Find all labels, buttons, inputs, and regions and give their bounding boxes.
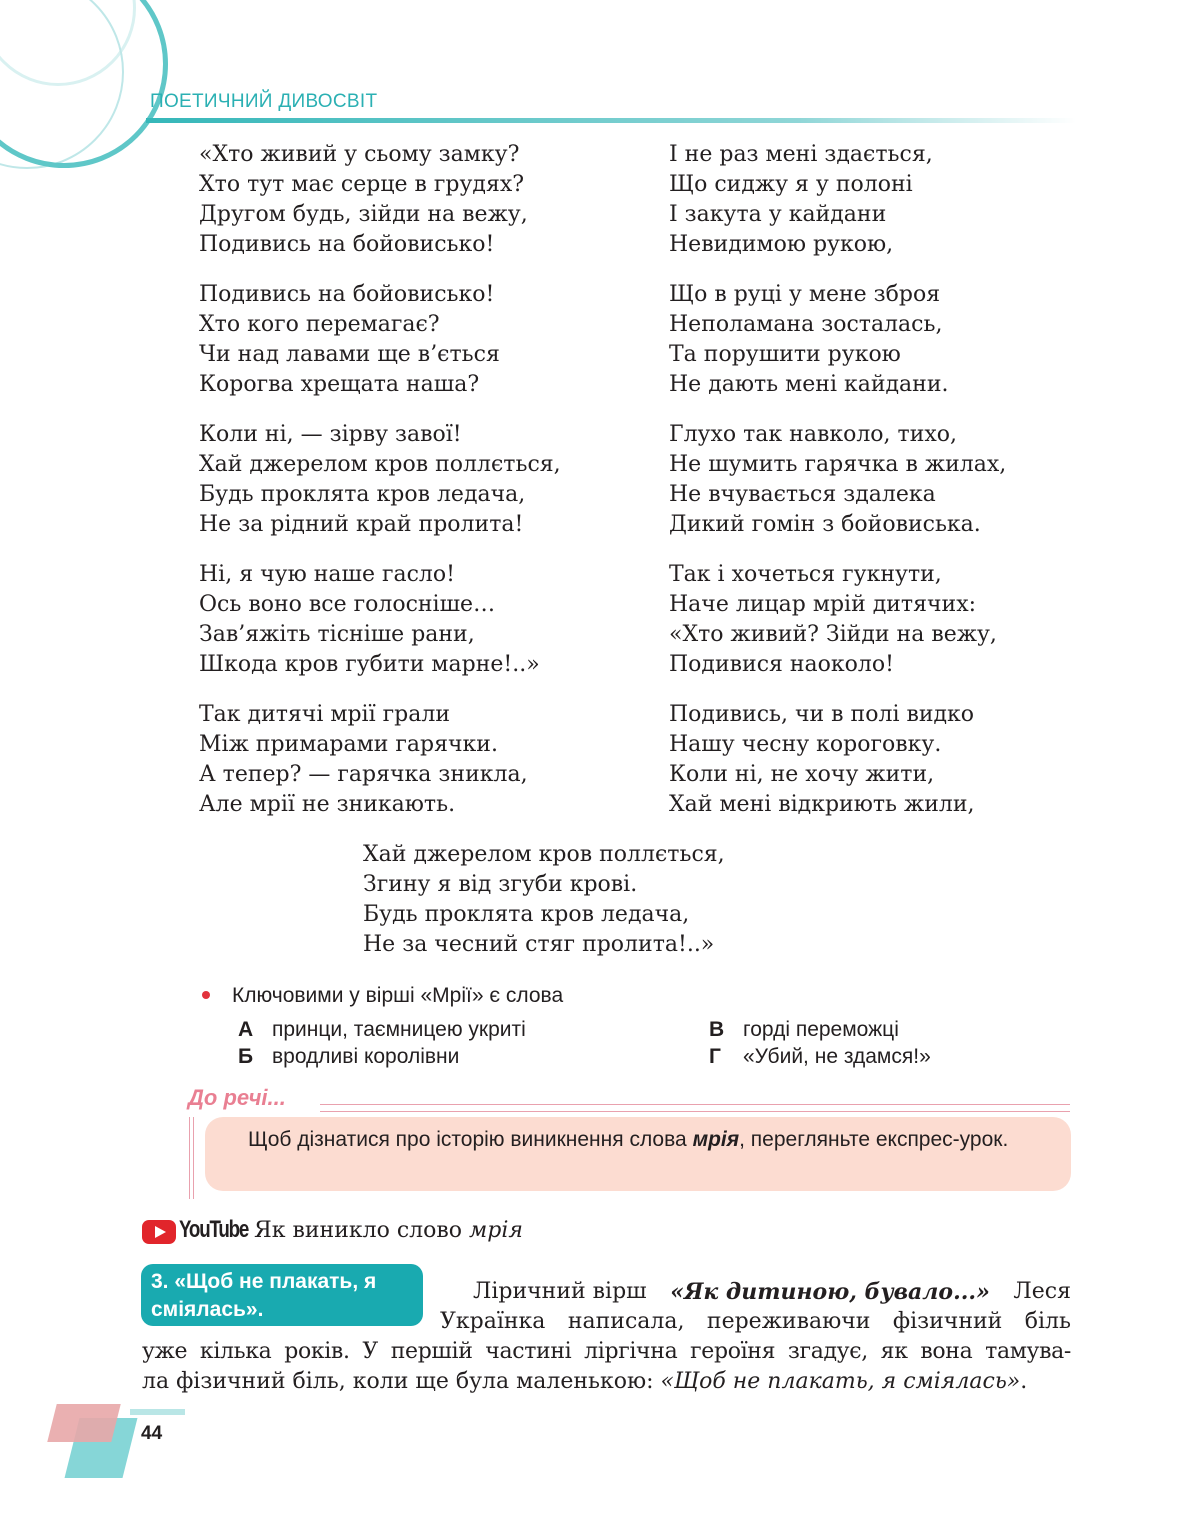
poem-line: Шкода кров губити марне!..» [199,652,540,677]
stanza [199,280,500,400]
poem-line: «Хто живий у сьому замку? [199,142,520,167]
poem-line: Так дитячі мрії грали [199,702,450,727]
poem-line: Коли ні, — зірву завої! [199,422,462,447]
poem-line: Хай джерелом кров поллється, [199,452,561,477]
poem-line: Подивись на бойовисько! [199,282,495,307]
option-text: «Убий, не здамся!» [743,1045,931,1068]
poem-line: Але мрії не зникають. [199,792,456,817]
header-rule [146,118,1076,123]
option-text: вродливі королівни [272,1045,460,1068]
poem-line: Другом будь, зійди на вежу, [199,202,528,227]
youtube-logo[interactable]: YouTube [179,1216,249,1243]
poem-line: Не дають мені кайдани. [669,372,949,397]
option-text: принци, таємницею укриті [272,1018,526,1041]
quiz-option[interactable] [709,1045,931,1069]
poem-line: Неполамана зосталась, [669,312,943,337]
quiz-option[interactable] [238,1018,526,1042]
poem-line: «Хто живий? Зійди на вежу, [669,622,997,647]
option-letter: А [238,1018,254,1041]
poem-line: Дикий гомін з бойовиська. [669,512,981,537]
paragraph-line: ла фізичний біль, коли ще була маленькою: «Щоб не плакать, я сміялась». [142,1369,1028,1394]
stanza [669,700,975,820]
option-text: горді переможці [743,1018,899,1041]
youtube-play-icon[interactable] [142,1220,176,1244]
corner-decor [47,1404,120,1442]
poem-line: Ні, я чую наше гасло! [199,562,455,587]
decor-circle [0,0,168,168]
divider [193,1117,194,1199]
poem-line: Корогва хрещата наша? [199,372,480,397]
poem-line: Нашу чесну короговку. [669,732,942,757]
quiz-question: Ключовими у вірші «Мрії» є слова [232,984,564,1007]
poem-line: Подивися наоколо! [669,652,894,677]
poem-line: Хай джерелом кров поллється, [363,842,725,867]
quiz-option[interactable] [709,1018,899,1042]
poem-line: І закута у кайдани [669,202,887,227]
by-the-way-label: До речі... [188,1085,286,1110]
paragraph-line: уже кілька років. У першій частині ліргічна героїня згадує, як вона тамува- [142,1339,1071,1364]
poem-line: Хай мені відкриють жили, [669,792,975,817]
paragraph-line: Ліричний вірш «Як дитиною, бувало...» Леся [473,1279,1071,1305]
poem-line: Чи над лавами ще в’ється [199,342,500,367]
poem-line: Не за чесний стяг пролита!..» [363,932,715,957]
stanza [363,840,725,960]
poem-line: Не шумить гарячка в жилах, [669,452,1007,477]
poem-line: Будь проклята кров ледача, [363,902,690,927]
poem-line: Наче лицар мрій дитячих: [669,592,977,617]
paragraph-line: Українка написала, переживаючи фізичний біль [440,1309,1071,1334]
poem-line: І не раз мені здається, [669,142,933,167]
stanza [669,560,997,680]
video-link[interactable]: Як виникло слово мрія [254,1218,523,1243]
poem-line: Що сиджу я у полоні [669,172,913,197]
poem-line: Невидимою рукою, [669,232,894,257]
stanza [199,140,528,260]
stanza [199,560,540,680]
poem-line: Не за рідний край пролита! [199,512,524,537]
poem-line: Глухо так навколо, тихо, [669,422,958,447]
poem-line: Та порушити рукою [669,342,901,367]
poem-line: Подивись на бойовисько! [199,232,495,257]
poem-line: Коли ні, не хочу жити, [669,762,935,787]
running-header: ПОЕТИЧНИЙ ДИВОСВІТ [150,91,378,112]
emphasis-word: мрія [692,1128,740,1151]
poem-line: Зав’яжіть тісніше рани, [199,622,475,647]
option-letter: Г [709,1045,721,1068]
divider [320,1104,1070,1112]
bullet-icon [202,991,210,999]
poem-line: Ось воно все голосніше… [199,592,496,617]
stanza [199,420,561,540]
poem-line: Між примарами гарячки. [199,732,498,757]
quiz-option[interactable] [238,1045,459,1069]
poem-line: Подивись, чи в полі видко [669,702,975,727]
poem-line: Будь проклята кров ледача, [199,482,526,507]
poem-line: Хто кого перемагає? [199,312,440,337]
stanza [669,140,933,260]
option-letter: Б [238,1045,254,1068]
poem-line: Що в руці у мене зброя [669,282,941,307]
stanza [669,420,1006,540]
option-letter: В [709,1018,725,1041]
poem-line: А тепер? — гарячка зникла, [199,762,528,787]
poem-line: Не вчувається здалека [669,482,936,507]
stanza [199,700,528,820]
poem-line: Згину я від згуби крові. [363,872,638,897]
info-box-text: Щоб дізнатися про історію виникнення слова мрія, перегляньте експрес-урок. [248,1128,1009,1151]
section-badge: 3. «Щоб не плакать, я сміялась». [141,1264,423,1326]
page-number: 44 [141,1423,163,1444]
poem-line: Хто тут має серце в грудях? [199,172,525,197]
stanza [669,280,949,400]
corner-decor [130,1409,185,1415]
poem-line: Так і хочеться гукнути, [669,562,942,587]
divider [189,1117,190,1199]
